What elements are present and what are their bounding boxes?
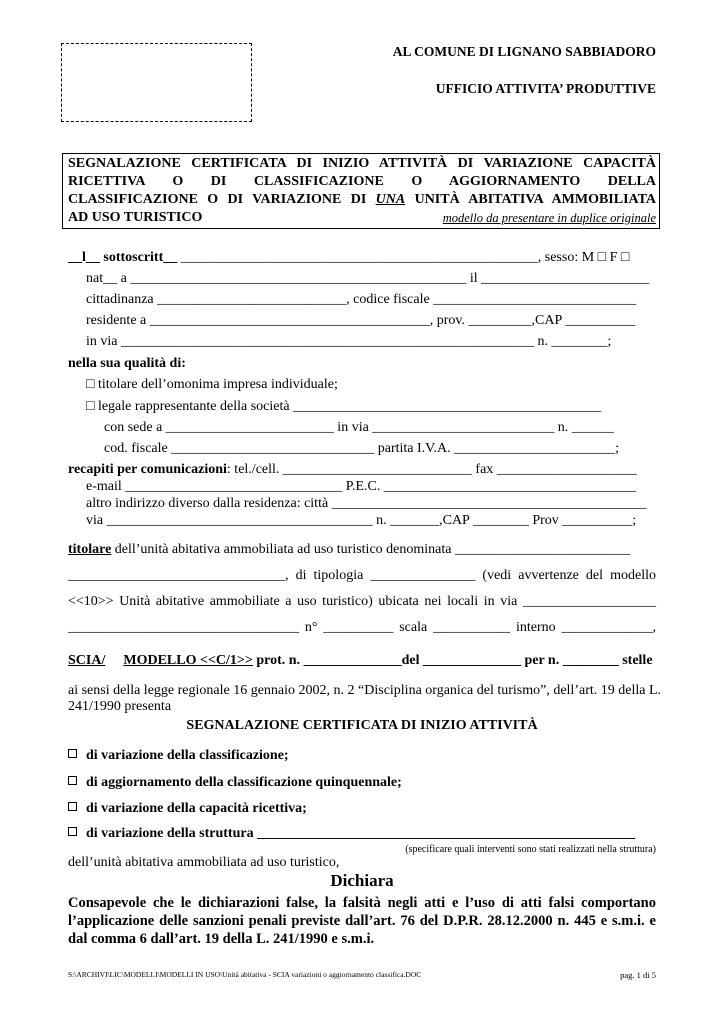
contacts-tel-line <box>68 462 637 478</box>
checkbox-structure[interactable] <box>68 827 77 836</box>
scia-line <box>68 653 653 669</box>
title-note: modello da presentare in duplice originale <box>442 211 656 225</box>
owner-line-4[interactable]: _________________________________ n° __________ scala ___________ interno _____________, <box>68 620 656 635</box>
option-structure-label[interactable]: di variazione della struttura ______________________________________________________ <box>86 826 636 841</box>
option-structure[interactable] <box>68 826 635 842</box>
option-quinquennial-update-label: di aggiornamento della classificazione quinquennale; <box>86 775 402 790</box>
legal-line-2: 241/1990 presenta <box>68 699 172 714</box>
checkbox-quinquennial-update[interactable] <box>68 776 77 785</box>
footer-page-number: pag. 1 di 5 <box>620 970 656 980</box>
owner-line-1-text[interactable]: dell’unità abitativa ammobiliata ad uso turistico denominata _________________________ <box>114 542 630 557</box>
declares-heading: Dichiara <box>330 871 394 890</box>
owner-label: titolare <box>68 542 112 557</box>
recipient-line-2: UFFICIO ATTIVITA’ PRODUTTIVE <box>435 81 656 96</box>
title-line-3a: CLASSIFICAZIONE O DI VARIAZIONE DI <box>68 192 367 207</box>
contacts-via-line[interactable]: via ______________________________________ n. _______,CAP ________ Prov __________; <box>86 513 637 528</box>
contacts-label: recapiti per comunicazioni <box>68 462 227 477</box>
contacts-alt-address-line[interactable]: altro indirizzo diverso dalla residenza: città _____________________________________________ <box>86 496 647 511</box>
unit-line: dell’unità abitativa ammobiliata ad uso turistico, <box>68 855 340 870</box>
owner-line-3[interactable]: <<10>> Unità abitative ammobiliate a uso turistico) ubicata nei locali in via ___________________ <box>68 594 656 609</box>
option-capacity-label: di variazione della capacità ricettiva; <box>86 801 307 816</box>
stamp-area <box>61 43 252 122</box>
company-fiscal-line[interactable]: cod. fiscale _____________________________ partita I.V.A. _______________________; <box>104 441 619 456</box>
scia-label: SCIA/ <box>68 653 106 668</box>
applicant-name-field[interactable]: ___________________________________________________, sesso: M □ F □ <box>180 250 630 265</box>
applicant-name-label: __l__ sottoscritt__ <box>68 250 178 265</box>
option-quinquennial-update[interactable] <box>68 775 402 791</box>
section-title: SEGNALAZIONE CERTIFICATA DI INIZIO ATTIVITÀ <box>186 718 538 733</box>
checkbox-capacity[interactable] <box>68 802 77 811</box>
declaration-line-1: Consapevole che le dichiarazioni false, la falsità negli atti e l’uso di atti falsi comportano <box>68 895 656 911</box>
option-classification[interactable] <box>68 748 289 764</box>
option-capacity[interactable] <box>68 801 307 817</box>
applicant-name-line <box>68 250 629 266</box>
title-line-4: AD USO TURISTICO <box>68 210 203 225</box>
citizenship-line[interactable]: cittadinanza ___________________________, codice fiscale _____________________________ <box>86 292 637 307</box>
title-line-3c: UNITÀ ABITATIVA AMMOBILIATA <box>414 192 657 207</box>
specify-note: (specificare quali interventi sono stati realizzati nella struttura) <box>405 844 656 855</box>
residence-line[interactable]: residente a ________________________________________, prov. _________,CAP __________ <box>86 313 636 328</box>
declaration-line-2: l’applicazione delle sanzioni penali previste dall’art. 76 del D.P.R. 28.12.2000 n. 445 e s.m.i. e <box>68 913 656 929</box>
title-line-3 <box>68 192 656 208</box>
recipient-line-1: AL COMUNE DI LIGNANO SABBIADORO <box>392 44 656 59</box>
title-una: UNA <box>375 192 406 207</box>
option-individual-owner[interactable]: □ titolare dell’omonima impresa individuale; <box>86 377 338 392</box>
checkbox-classification[interactable] <box>68 749 77 758</box>
title-line-2: RICETTIVA O DI CLASSIFICAZIONE O AGGIORNAMENTO DELLA <box>68 174 656 189</box>
contacts-email-line[interactable]: e-mail _______________________________ P.E.C. ____________________________________ <box>86 479 636 494</box>
title-line-1: SEGNALAZIONE CERTIFICATA DI INIZIO ATTIVITÀ DI VARIAZIONE CAPACITÀ <box>68 156 656 171</box>
legal-line-1: ai sensi della legge regionale 16 gennaio 2002, n. 2 “Disciplina organica del turismo”, dell’art. 19 della L. <box>68 683 662 698</box>
contacts-tel-field[interactable]: : tel./cell. ___________________________ fax ____________________ <box>226 462 637 477</box>
option-legal-representative[interactable]: □ legale rappresentante della società ____________________________________________ <box>86 399 602 414</box>
declaration-line-3: dal comma 6 dall’art. 19 della L. 241/1990 e s.m.i. <box>68 931 375 947</box>
owner-line-1 <box>68 542 630 558</box>
scia-protocol-field[interactable]: prot. n. ______________del ______________ per n. ________ stelle <box>256 653 653 668</box>
footer-path: S:\ARCHIVI\LIC\MODELLI\MODELLI IN USO\Unità abitativa - SCIA variazioni o aggiornamento classifica.DOC <box>68 970 422 979</box>
scia-model-label: MODELLO <<C/1>> <box>123 653 253 668</box>
company-seat-line[interactable]: con sede a ________________________ in via __________________________ n. ______ <box>104 420 614 435</box>
owner-line-2[interactable]: _______________________________, di tipologia _______________ (vedi avvertenze del modello <box>68 568 656 583</box>
address-line[interactable]: in via ___________________________________________________________ n. ________; <box>86 334 612 349</box>
option-classification-label: di variazione della classificazione; <box>86 748 289 763</box>
birth-line[interactable]: nat__ a ________________________________________________ il ________________________ <box>86 271 650 286</box>
quality-label: nella sua qualità di: <box>68 356 186 371</box>
